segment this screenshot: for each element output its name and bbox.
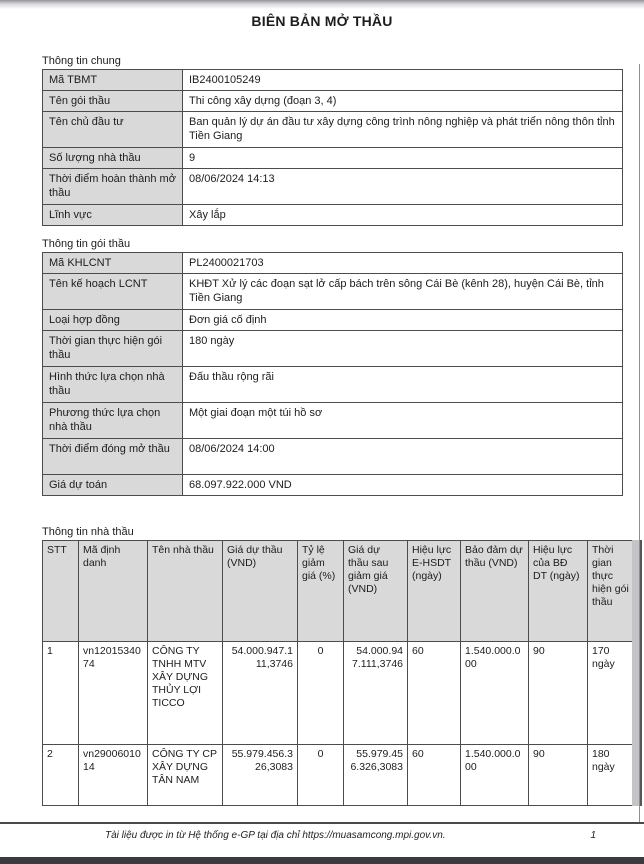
value-cell: Ban quản lý dự án đầu tư xây dựng công trình nông nghiệp và phát triển nông thôn tỉnh Tiền Giang xyxy=(183,112,623,148)
table-row xyxy=(43,91,623,112)
page-title: BIÊN BẢN MỞ THẦU xyxy=(251,13,393,29)
header-cell: STT xyxy=(43,541,79,642)
label-cell: Mã KHLCNT xyxy=(43,253,183,274)
duration-cell: 170 ngày xyxy=(588,642,634,745)
label-cell: Tên gói thầu xyxy=(43,91,183,112)
header-cell: Bảo đảm dự thầu (VND) xyxy=(461,541,529,642)
header-cell: Giá dự thầu sau giảm giá (VND) xyxy=(344,541,408,642)
stt-cell: 1 xyxy=(43,642,79,745)
table-row xyxy=(43,253,623,274)
bidder-name-cell: CÔNG TY TNHH MTV XÂY DỰNG THỦY LỢI TICCO xyxy=(148,642,223,745)
section-heading-bidder-info: Thông tin nhà thầu xyxy=(42,526,134,538)
label-cell: Hình thức lựa chọn nhà thầu xyxy=(43,367,183,403)
bidder-row xyxy=(43,745,634,806)
page-top-shadow xyxy=(0,0,644,9)
table-row xyxy=(43,205,623,226)
table-row xyxy=(43,148,623,169)
value-cell: PL2400021703 xyxy=(183,253,623,274)
value-cell: KHĐT Xử lý các đoạn sạt lở cấp bách trên sông Cái Bè (kênh 28), huyện Cái Bè, tỉnh Tiền Giang xyxy=(183,274,623,310)
bidder-table xyxy=(42,540,634,806)
page-bottom-gap-bar xyxy=(0,857,644,864)
general-info-table xyxy=(42,69,623,226)
bid-price-after-discount-cell: 54.000.947.111,3746 xyxy=(344,642,408,745)
footer-note: Tài liệu được in từ Hệ thống e-GP tại địa chỉ https://muasamcong.mpi.gov.vn. xyxy=(105,830,446,841)
page-number: 1 xyxy=(590,830,596,841)
section-heading-package-info: Thông tin gói thầu xyxy=(42,238,131,250)
table-row xyxy=(43,169,623,205)
table-row xyxy=(43,331,623,367)
page-edge-strip xyxy=(632,540,642,806)
value-cell: Thi công xây dựng (đoạn 3, 4) xyxy=(183,91,623,112)
value-cell: 9 xyxy=(183,148,623,169)
label-cell: Giá dự toán xyxy=(43,475,183,496)
ehsdt-validity-cell: 60 xyxy=(408,745,461,806)
value-cell: 180 ngày xyxy=(183,331,623,367)
table-row xyxy=(43,475,623,496)
header-cell: Hiệu lực E-HSDT (ngày) xyxy=(408,541,461,642)
bid-security-cell: 1.540.000.000 xyxy=(461,642,529,745)
bidder-name-cell: CÔNG TY CP XÂY DỰNG TÂN NAM xyxy=(148,745,223,806)
bid-price-cell: 55.979.456.326,3083 xyxy=(223,745,298,806)
header-cell: Hiệu lực của BĐ DT (ngày) xyxy=(529,541,588,642)
label-cell: Thời gian thực hiện gói thầu xyxy=(43,331,183,367)
table-row xyxy=(43,274,623,310)
value-cell: Đấu thầu rộng rãi xyxy=(183,367,623,403)
label-cell: Loại hợp đồng xyxy=(43,310,183,331)
label-cell: Thời điểm đóng mở thầu xyxy=(43,439,183,475)
section-heading-general-info: Thông tin chung xyxy=(42,55,121,67)
page-right-edge-line xyxy=(639,64,640,823)
value-cell: Một giai đoạn một túi hồ sơ xyxy=(183,403,623,439)
table-row xyxy=(43,310,623,331)
label-cell: Lĩnh vực xyxy=(43,205,183,226)
security-validity-cell: 90 xyxy=(529,642,588,745)
label-cell: Số lượng nhà thầu xyxy=(43,148,183,169)
discount-cell: 0 xyxy=(298,745,344,806)
value-cell: Đơn giá cố định xyxy=(183,310,623,331)
value-cell: Xây lắp xyxy=(183,205,623,226)
table-row xyxy=(43,112,623,148)
bidder-row xyxy=(43,642,634,745)
table-row xyxy=(43,403,623,439)
label-cell: Thời điểm hoàn thành mở thầu xyxy=(43,169,183,205)
header-cell: Thời gian thực hiện gói thầu xyxy=(588,541,634,642)
bid-price-after-discount-cell: 55.979.456.326,3083 xyxy=(344,745,408,806)
bid-security-cell: 1.540.000.000 xyxy=(461,745,529,806)
table-row xyxy=(43,367,623,403)
label-cell: Tên kế hoạch LCNT xyxy=(43,274,183,310)
footer-separator-line xyxy=(0,822,644,824)
stt-cell: 2 xyxy=(43,745,79,806)
security-validity-cell: 90 xyxy=(529,745,588,806)
value-cell: 08/06/2024 14:00 xyxy=(183,439,623,475)
package-info-table xyxy=(42,252,623,496)
label-cell: Phương thức lựa chọn nhà thầu xyxy=(43,403,183,439)
discount-cell: 0 xyxy=(298,642,344,745)
bidder-table-header-row xyxy=(43,541,634,642)
bidder-id-cell: vn2900601014 xyxy=(79,745,148,806)
header-cell: Giá dự thầu (VND) xyxy=(223,541,298,642)
label-cell: Mã TBMT xyxy=(43,70,183,91)
table-row xyxy=(43,70,623,91)
header-cell: Tỷ lệ giảm giá (%) xyxy=(298,541,344,642)
page-footer xyxy=(0,830,644,841)
label-cell: Tên chủ đầu tư xyxy=(43,112,183,148)
table-row xyxy=(43,439,623,475)
duration-cell: 180 ngày xyxy=(588,745,634,806)
bidder-id-cell: vn1201534074 xyxy=(79,642,148,745)
ehsdt-validity-cell: 60 xyxy=(408,642,461,745)
header-cell: Tên nhà thầu xyxy=(148,541,223,642)
bid-price-cell: 54.000.947.111,3746 xyxy=(223,642,298,745)
header-cell: Mã định danh xyxy=(79,541,148,642)
value-cell: 68.097.922.000 VND xyxy=(183,475,623,496)
value-cell: 08/06/2024 14:13 xyxy=(183,169,623,205)
value-cell: IB2400105249 xyxy=(183,70,623,91)
